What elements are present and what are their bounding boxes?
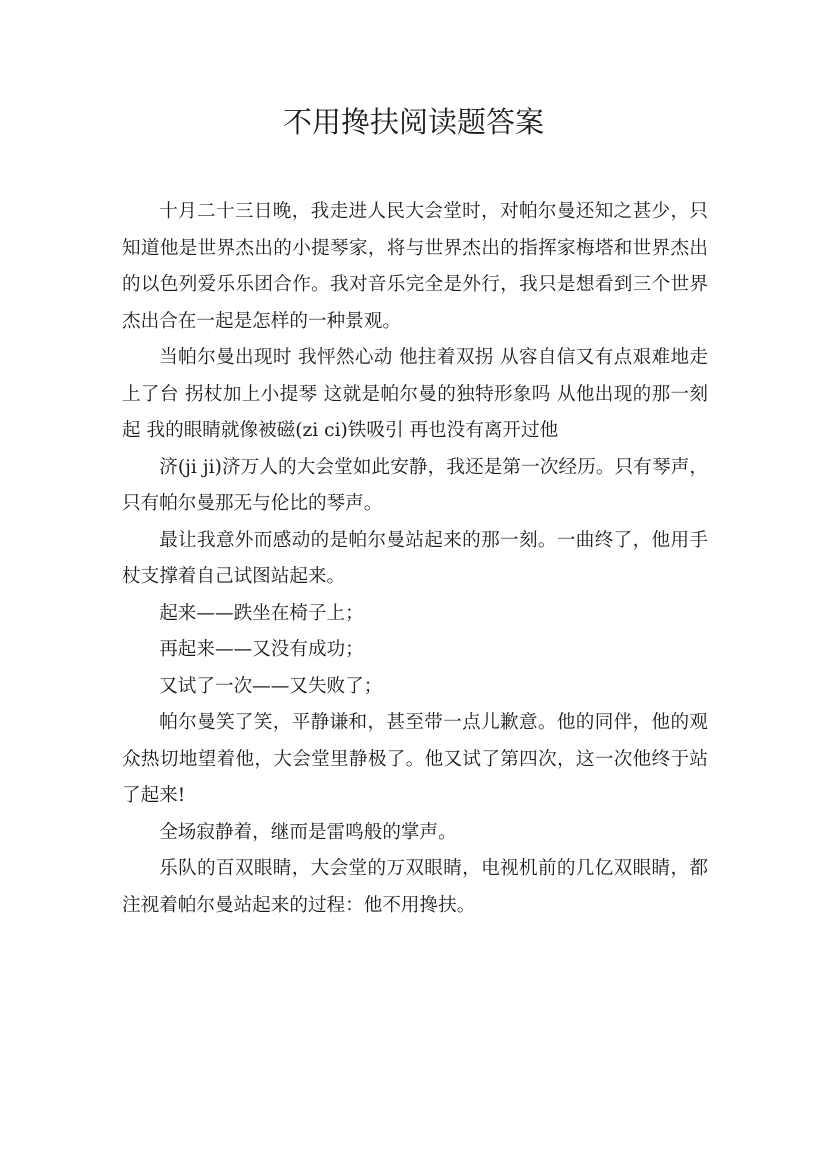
paragraph-9: 全场寂静着，继而是雷鸣般的掌声。	[159, 821, 457, 843]
article-body	[122, 194, 708, 924]
paragraph-5: 起来——跌坐在椅子上；	[159, 602, 364, 624]
paragraph-2: 当帕尔曼出现时 我怦然心动 他拄着双拐 从容自信又有点艰难地走上了台 拐杖加上小提琴 这就是帕尔曼的独特形象吗 从他出现的那一刻起 我的眼睛就像被磁(zi ci)铁吸引 再也没有离开过他	[122, 347, 708, 441]
paragraph-4: 最让我意外而感动的是帕尔曼站起来的那一刻。一曲终了，他用手杖支撑着自己试图站起来。	[122, 529, 708, 587]
paragraph-1: 十月二十三日晚，我走进人民大会堂时，对帕尔曼还知之甚少，只知道他是世界杰出的小提琴家，将与世界杰出的指挥家梅塔和世界杰出的以色列爱乐乐团合作。我对音乐完全是外行，我只是想看到三个世界杰出合在一起是怎样的一种景观。	[122, 201, 708, 332]
paragraph-3: 济(ji ji)济万人的大会堂如此安静，我还是第一次经历。只有琴声，只有帕尔曼那无与伦比的琴声。	[122, 456, 708, 514]
page-title: 不用搀扶阅读题答案	[282, 105, 544, 139]
paragraph-7: 又试了一次——又失败了；	[159, 675, 383, 697]
paragraph-6: 再起来——又没有成功；	[159, 639, 364, 660]
paragraph-8: 帕尔曼笑了笑，平静谦和，甚至带一点儿歉意。他的同伴，他的观众热切地望着他，大会堂里静极了。他又试了第四次，这一次他终于站了起来!	[122, 712, 708, 806]
paragraph-10: 乐队的百双眼睛，大会堂的万双眼睛，电视机前的几亿双眼睛，都注视着帕尔曼站起来的过程：他不用搀扶。	[122, 858, 708, 916]
